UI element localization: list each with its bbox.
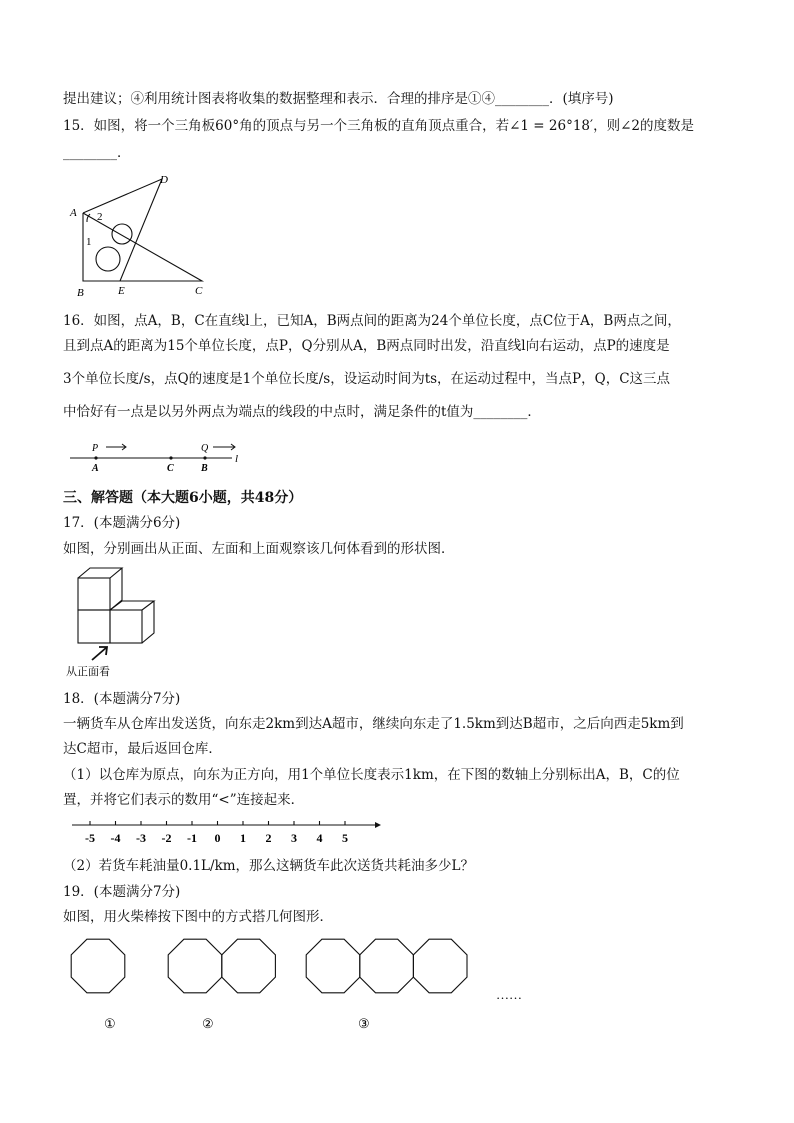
tick-label: 5: [342, 831, 348, 845]
label-A: A: [70, 207, 77, 219]
text-line: 提出建议；④利用统计图表将收集的数据整理和表示．合理的排序是①④________．(填序号): [63, 91, 614, 107]
figure-q15-triangles: [60, 170, 220, 300]
tick-label: 0: [214, 831, 221, 845]
octagon: [413, 939, 467, 993]
label-figure-3: ③: [358, 1016, 370, 1031]
octagon: [360, 939, 414, 993]
label-Q: Q: [201, 443, 209, 454]
label-figure-1: ①: [104, 1016, 116, 1031]
answer-blank: ________．: [63, 145, 131, 161]
figure-q18-number-line: [70, 815, 385, 849]
label-B: B: [201, 463, 208, 474]
octagon: [168, 939, 222, 993]
label-C: C: [195, 285, 203, 297]
label-E: E: [118, 285, 125, 297]
octagon: [222, 939, 276, 993]
figure-q16-number-line: [70, 440, 250, 476]
question-15: 15．如图，将一个三角板60°角的顶点与另一个三角板的直角顶点重合，若∠1 = 26°18′，则∠2的度数是: [63, 118, 694, 134]
text-line: 置，并将它们表示的数用“<”连接起来．: [63, 792, 305, 808]
ellipsis: ……: [496, 987, 522, 1002]
text-line: 中恰好有一点是以另外两点为端点的线段的中点时，满足条件的t值为________．: [63, 404, 541, 420]
label-C: C: [167, 463, 174, 474]
caption-front-view: 从正面看: [66, 666, 110, 678]
tick-label: 4: [316, 831, 323, 845]
label-P: P: [92, 443, 99, 454]
question-19-header: 19．(本题满分7分): [63, 884, 181, 900]
text-line: 如图，用火柴棒按下图中的方式搭几何图形．: [63, 909, 333, 925]
tick-label: -3: [136, 831, 146, 845]
figure-q17-cubes: [66, 565, 170, 680]
tick-label: 1: [240, 831, 246, 845]
label-B: B: [77, 287, 84, 299]
text-line: 3个单位长度/s，点Q的速度是1个单位长度/s，设运动时间为ts，在运动过程中，当点P，Q，C这三点: [63, 371, 671, 387]
tick-label: -1: [187, 831, 197, 845]
label-l: l: [235, 453, 239, 465]
text-line: 且到点A的距离为15个单位长度，点P，Q分别从A，B两点同时出发，沿直线l向右运动，点P的速度是: [63, 338, 670, 354]
question-16: 16．如图，点A，B，C在直线l上，已知A，B两点间的距离为24个单位长度，点C位于A，B两点之间，: [63, 313, 681, 329]
text-line: （1）以仓库为原点，向东为正方向，用1个单位长度表示1km，在下图的数轴上分别标出A，B，C的位: [63, 767, 680, 783]
label-figure-2: ②: [202, 1016, 214, 1031]
tick-label: -4: [110, 831, 121, 845]
tick-label: 3: [291, 831, 297, 845]
tick-label: -5: [85, 831, 95, 845]
text-line: 一辆货车从仓库出发送货，向东走2km到达A超市，继续向东走了1.5km到达B超市，之后向西走5km到: [63, 716, 684, 732]
text-line: （2）若货车耗油量0.1L/km，那么这辆货车此次送货共耗油多少L？: [63, 858, 475, 874]
question-18-header: 18．(本题满分7分): [63, 691, 181, 707]
text-line: 如图，分别画出从正面、左面和上面观察该几何体看到的形状图．: [63, 541, 455, 557]
octagon: [71, 939, 125, 993]
label-D: D: [160, 174, 168, 186]
label-angle-2: 2: [97, 211, 103, 223]
label-angle-1: 1: [86, 236, 92, 248]
label-A: A: [92, 463, 99, 474]
text-line: 达C超市，最后返回仓库．: [63, 741, 222, 757]
question-17-header: 17．(本题满分6分): [63, 515, 181, 531]
tick-label: 2: [265, 831, 272, 845]
figure-q19-octagons: [60, 935, 540, 1040]
section-heading: 三、解答题（本大题6小题，共48分）: [63, 490, 303, 506]
octagon: [306, 939, 360, 993]
tick-label: -2: [161, 831, 172, 845]
